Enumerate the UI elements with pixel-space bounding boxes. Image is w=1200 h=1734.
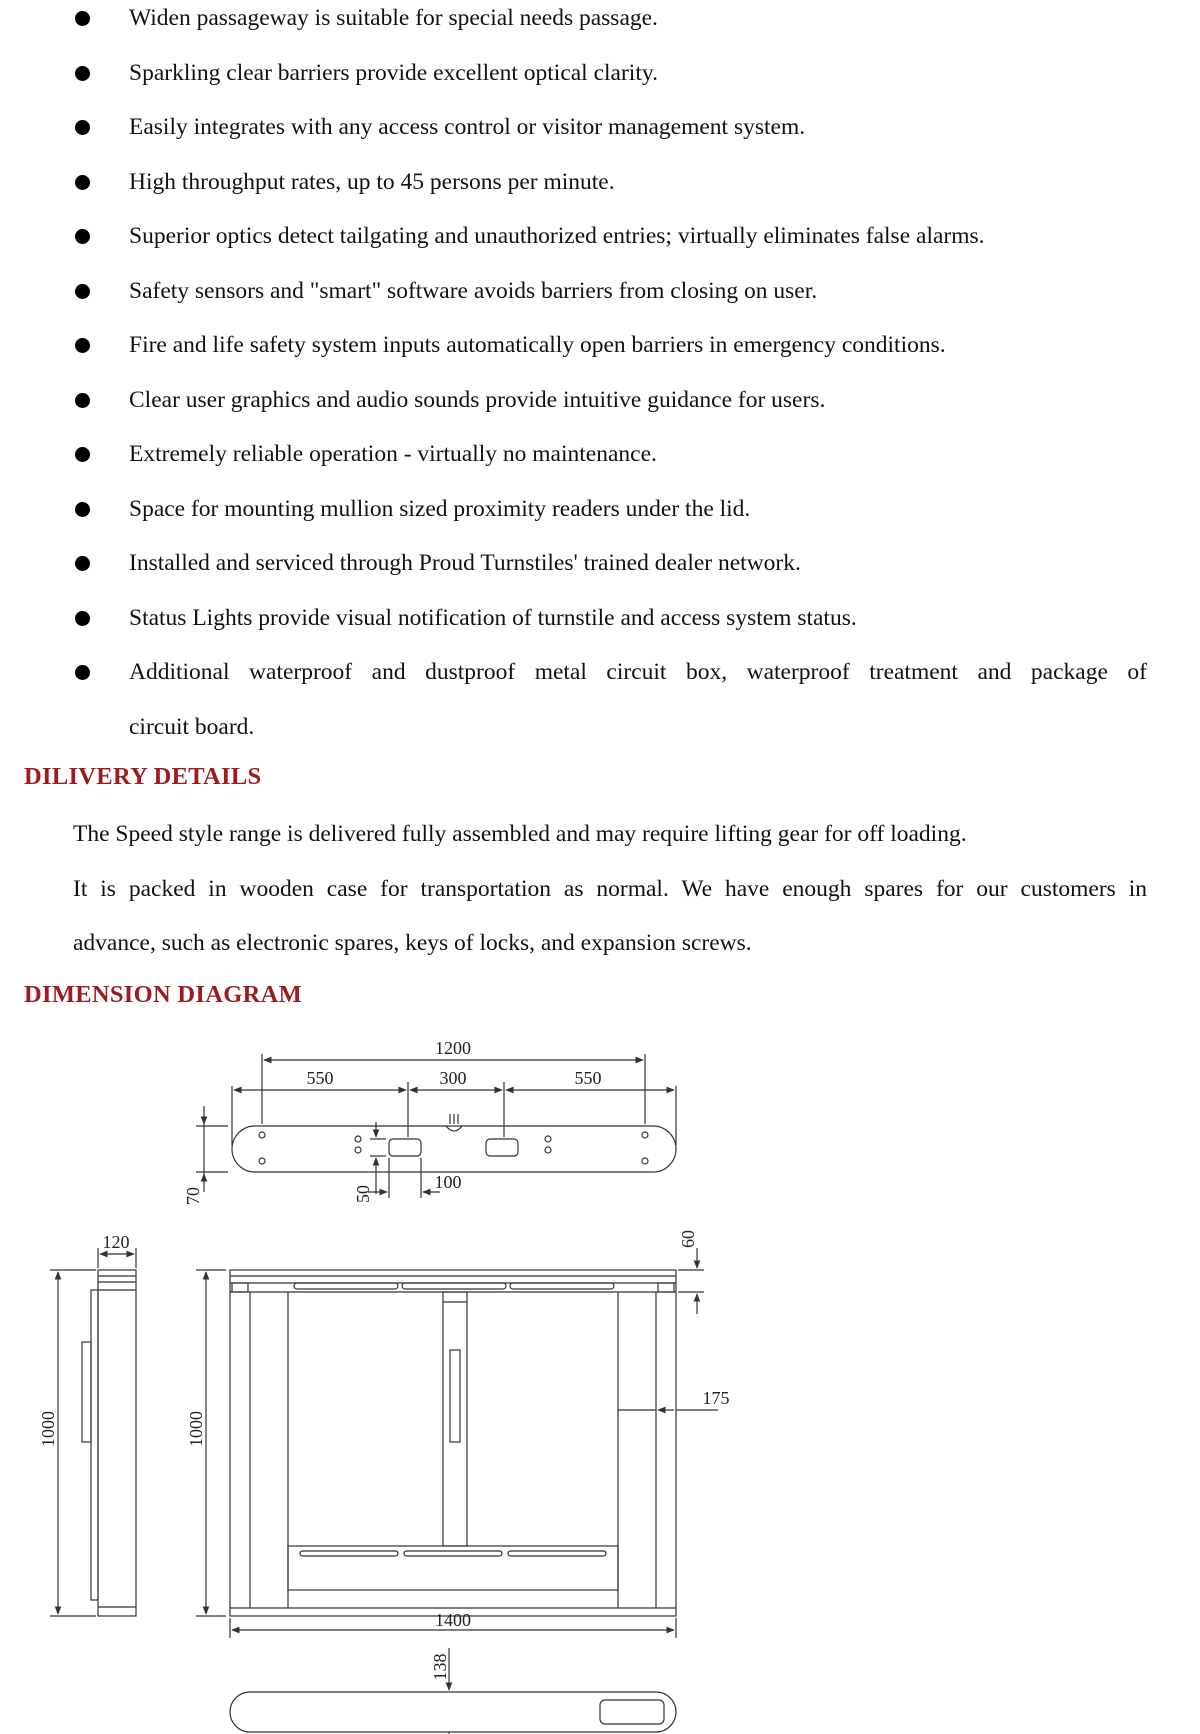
bullet-icon bbox=[75, 175, 90, 190]
dim-60: 60 bbox=[678, 1230, 698, 1248]
reader-slot-left bbox=[389, 1139, 421, 1156]
dimension-heading: DIMENSION DIAGRAM bbox=[24, 981, 303, 1008]
side-view bbox=[50, 1248, 136, 1616]
dim-1400: 1400 bbox=[435, 1610, 471, 1630]
feature-item bbox=[0, 600, 1200, 640]
bullet-icon bbox=[75, 338, 90, 353]
reader-slot-right bbox=[486, 1139, 518, 1156]
feature-item bbox=[0, 0, 1200, 40]
bullet-icon bbox=[75, 11, 90, 26]
feature-item bbox=[0, 491, 1200, 531]
side-view-body bbox=[98, 1270, 136, 1616]
feature-item bbox=[0, 436, 1200, 476]
front-view bbox=[196, 1248, 718, 1638]
bullet-icon bbox=[75, 66, 90, 81]
dim-100: 100 bbox=[434, 1172, 462, 1192]
dim-50: 50 bbox=[353, 1185, 373, 1203]
top-view-outline bbox=[232, 1126, 676, 1172]
bullet-icon bbox=[75, 556, 90, 571]
dim-138: 138 bbox=[430, 1653, 450, 1681]
feature-text: High throughput rates, up to 45 persons per minute. bbox=[129, 168, 615, 195]
feature-text: Widen passageway is suitable for special needs passage. bbox=[129, 5, 658, 31]
feature-text: Easily integrates with any access control or visitor management system. bbox=[129, 114, 806, 140]
bullet-icon bbox=[75, 393, 90, 408]
delivery-paragraph-2-line-2: advance, such as electronic spares, keys of locks, and expansion screws. bbox=[73, 930, 752, 956]
feature-item bbox=[0, 545, 1200, 585]
delivery-heading: DILIVERY DETAILS bbox=[24, 763, 262, 790]
dim-1200: 1200 bbox=[435, 1038, 471, 1058]
feature-text: Space for mounting mullion sized proximity readers under the lid. bbox=[129, 495, 751, 522]
bullet-icon bbox=[75, 502, 90, 517]
bullet-icon bbox=[75, 611, 90, 626]
bullet-icon bbox=[75, 665, 90, 680]
bottom-view-outline bbox=[230, 1692, 676, 1732]
feature-item bbox=[0, 654, 1200, 694]
feature-item bbox=[0, 273, 1200, 313]
dim-1000-front: 1000 bbox=[186, 1411, 206, 1447]
center-post bbox=[443, 1292, 467, 1546]
feature-text: Superior optics detect tailgating and unauthorized entries; virtually eliminates false alarms. bbox=[129, 223, 985, 249]
dim-550-left: 550 bbox=[306, 1068, 334, 1088]
dim-70: 70 bbox=[183, 1187, 203, 1205]
feature-text: circuit board. bbox=[129, 713, 255, 740]
feature-item bbox=[0, 109, 1200, 149]
bullet-icon bbox=[75, 447, 90, 462]
feature-item bbox=[0, 327, 1200, 367]
feature-item-continued bbox=[0, 709, 1200, 749]
feature-text: Sparkling clear barriers provide excellent optical clarity. bbox=[129, 59, 658, 86]
feature-item bbox=[0, 382, 1200, 422]
bullet-icon bbox=[75, 229, 90, 244]
dim-175: 175 bbox=[702, 1388, 730, 1408]
feature-item bbox=[0, 164, 1200, 204]
delivery-paragraph-1: The Speed style range is delivered fully assembled and may require lifting gear for off loading. bbox=[73, 821, 967, 847]
bottom-view bbox=[230, 1648, 676, 1734]
delivery-paragraph-2-line-1: It is packed in wooden case for transportation as normal. We have enough spares for our customers in bbox=[73, 876, 1147, 902]
dimension-diagram bbox=[0, 1010, 1200, 1734]
feature-text: Status Lights provide visual notification of turnstile and access system status. bbox=[129, 604, 857, 631]
feature-text: Fire and life safety system inputs automatically open barriers in emergency conditions. bbox=[129, 332, 946, 358]
bullet-icon bbox=[75, 284, 90, 299]
bullet-icon bbox=[75, 120, 90, 135]
dim-1000-side: 1000 bbox=[38, 1411, 58, 1447]
dim-550-right: 550 bbox=[574, 1068, 602, 1088]
feature-text: Additional waterproof and dustproof metal circuit box, waterproof treatment and package of bbox=[129, 659, 1147, 685]
dim-120: 120 bbox=[102, 1232, 130, 1252]
front-view-outline bbox=[230, 1270, 676, 1616]
feature-text: Installed and serviced through Proud Turnstiles' trained dealer network. bbox=[129, 550, 801, 576]
dim-300: 300 bbox=[439, 1068, 467, 1088]
feature-text: Clear user graphics and audio sounds provide intuitive guidance for users. bbox=[129, 386, 826, 413]
feature-item bbox=[0, 55, 1200, 95]
feature-text: Extremely reliable operation - virtually no maintenance. bbox=[129, 441, 657, 467]
feature-item bbox=[0, 218, 1200, 258]
feature-text: Safety sensors and "smart" software avoids barriers from closing on user. bbox=[129, 277, 818, 304]
